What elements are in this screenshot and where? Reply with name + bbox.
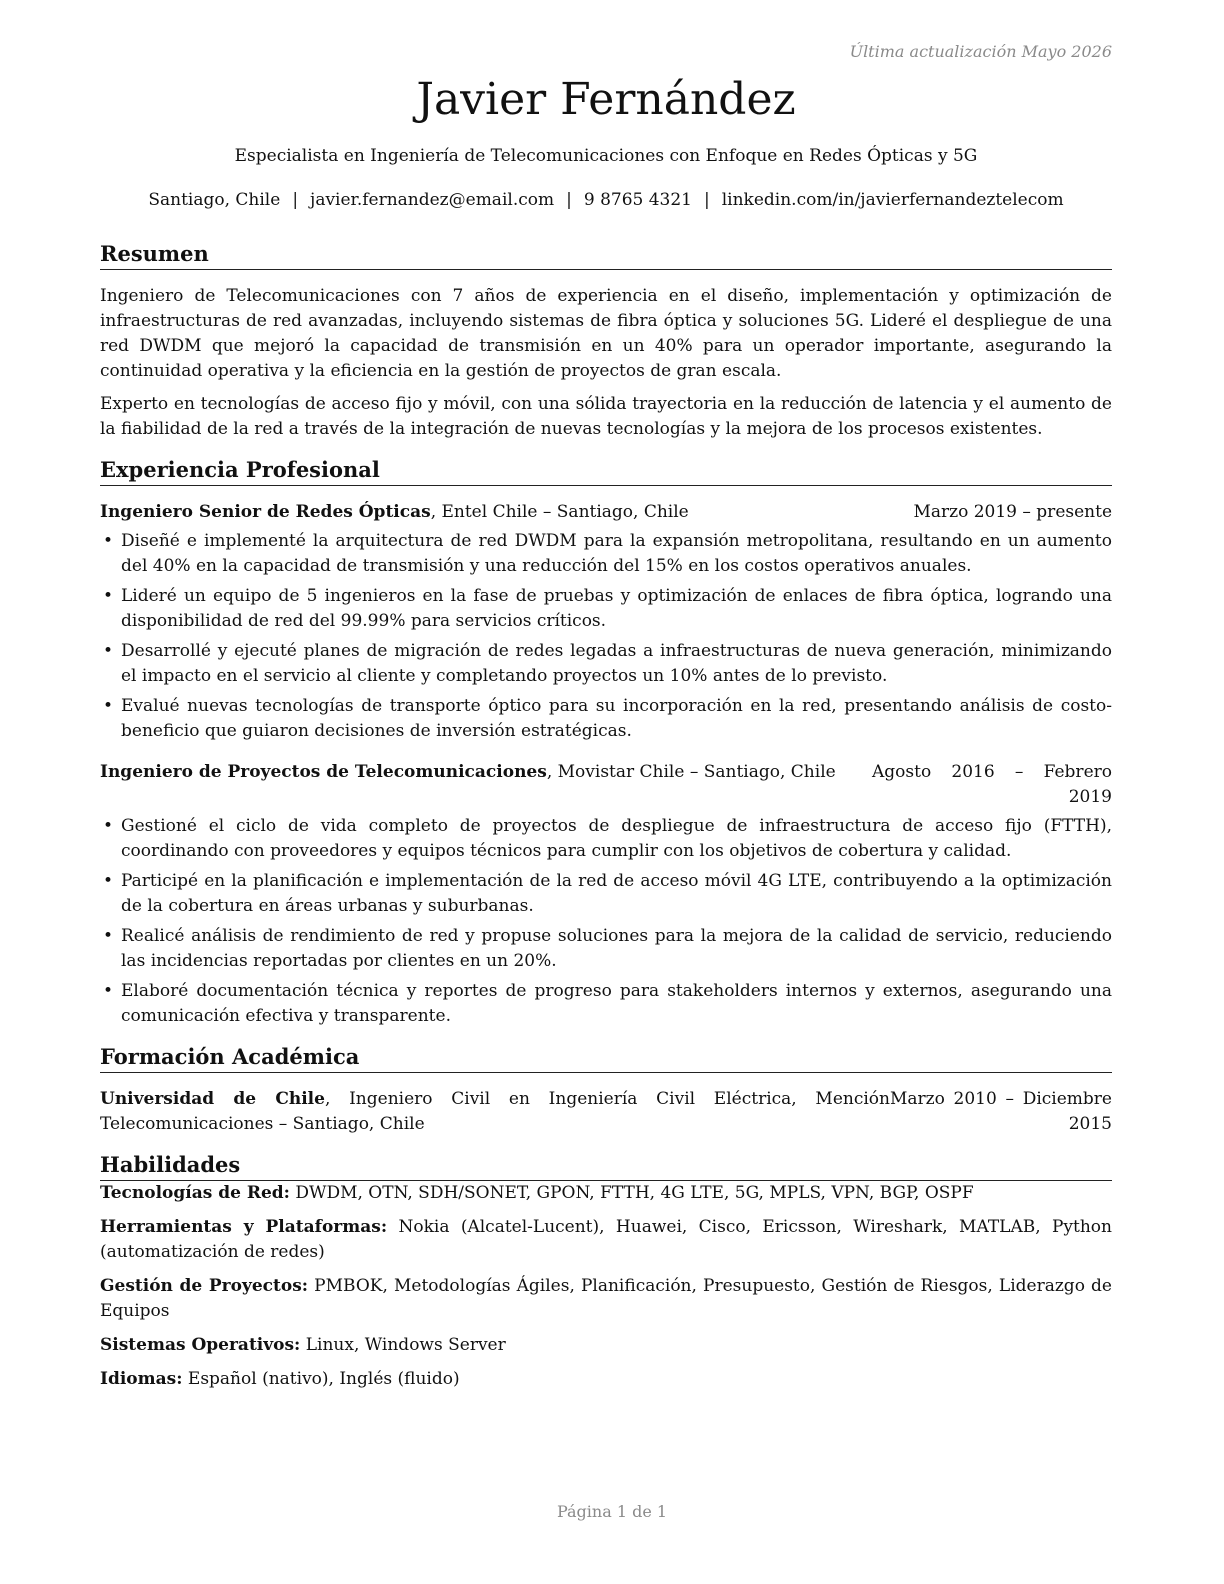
skill-label: Idiomas: [100, 1369, 183, 1389]
last-updated: Última actualización Mayo 2026 [849, 42, 1112, 61]
skill-label: Gestión de Proyectos: [100, 1276, 309, 1296]
job-dates: Marzo 2019 – presente [913, 502, 1112, 522]
experience-section [100, 456, 1112, 1029]
job-bullet: • Elaboré documentación técnica y reportes de progreso para stakeholders internos y externos, asegurando una comunicación efectiva y transparente. [100, 979, 1112, 1029]
skill-value: Español (nativo), Inglés (fluido) [182, 1369, 460, 1389]
education-dates: Marzo 2010 – Diciembre 2015 [890, 1089, 1112, 1134]
job-bullets [100, 529, 1112, 744]
education-entry [100, 1087, 1112, 1137]
job-bullet: • Lideré un equipo de 5 ingenieros en la fase de pruebas y optimización de enlaces de fibra óptica, logrando una disponibilidad de red del 99.99% para servicios críticos. [100, 584, 1112, 634]
skill-label: Herramientas y Plataformas: [100, 1217, 388, 1237]
contact-email[interactable]: javier.fernandez@email.com [310, 190, 555, 210]
summary-section [100, 240, 1112, 442]
skill-line [100, 1367, 1112, 1392]
contact-separator: | [704, 190, 710, 210]
contact-location: Santiago, Chile [148, 190, 281, 210]
contact-separator: | [292, 190, 299, 210]
skill-value: DWDM, OTN, SDH/SONET, GPON, FTTH, 4G LTE, 5G, MPLS, VPN, BGP, OSPF [289, 1183, 974, 1203]
contact-separator: | [566, 190, 572, 210]
job-bullet: • Realicé análisis de rendimiento de red y propuse soluciones para la mejora de la calidad de servicio, reduciendo las incidencias reportadas por clientes en un 20%. [100, 924, 1112, 974]
skills-section [100, 1151, 1112, 1392]
job-bullet: • Evalué nuevas tecnologías de transporte óptico para su incorporación en la red, presentando análisis de costo-beneficio que guiaron decisiones de inversión estratégicas. [100, 694, 1112, 744]
job-bullet: • Desarrollé y ejecuté planes de migración de redes legadas a infraestructuras de nueva generación, minimizando el impacto en el servicio al cliente y completando proyectos un 10% antes de lo previsto. [100, 639, 1112, 689]
contact-line [100, 188, 1112, 212]
skills-heading: Habilidades [100, 1151, 1112, 1181]
skill-value: PMBOK, Metodologías Ágiles, Planificación, Presupuesto, Gestión de Riesgos, Liderazgo de Equipos [100, 1276, 1112, 1321]
experience-heading: Experiencia Profesional [100, 456, 1112, 486]
summary-heading: Resumen [100, 240, 1112, 270]
education-degree: , Ingeniero Civil en Ingeniería Civil Eléctrica, Mención Telecomunicaciones – Santiago, Chile [100, 1089, 890, 1134]
job-entry [100, 760, 1112, 1029]
job-dates: Agosto 2016 – Febrero 2019 [872, 762, 1112, 807]
job-company: , Entel Chile – Santiago, Chile [430, 502, 689, 522]
contact-linkedin[interactable]: linkedin.com/in/javierfernandeztelecom [721, 190, 1064, 210]
skill-value: Nokia (Alcatel-Lucent), Huawei, Cisco, Ericsson, Wireshark, MATLAB, Python (automatización de redes) [100, 1217, 1112, 1262]
skill-line [100, 1215, 1112, 1265]
skill-line [100, 1181, 1112, 1206]
education-section [100, 1043, 1112, 1137]
summary-paragraph: Experto en tecnologías de acceso fijo y móvil, con una sólida trayectoria en la reducción de latencia y el aumento de la fiabilidad de la red a través de la integración de nuevas tecnologías y la mejora de los procesos existentes. [100, 394, 1112, 439]
job-bullet: • Diseñé e implementé la arquitectura de red DWDM para la expansión metropolitana, resultando en un aumento del 40% en la capacidad de transmisión y una reducción del 15% en los costos operativos anuales. [100, 529, 1112, 579]
skill-value: Linux, Windows Server [300, 1335, 506, 1355]
resume-page [100, 40, 1112, 1401]
summary-paragraph: Ingeniero de Telecomunicaciones con 7 años de experiencia en el diseño, implementación y optimización de infraestructuras de red avanzadas, incluyendo sistemas de fibra óptica y soluciones 5G. Lideré el despliegue de una red DWDM que mejoró la capacidad de transmisión en un 40% para un operador importante, asegurando la continuidad operativa y la eficiencia en la gestión de proyectos de gran escala. [100, 286, 1112, 381]
education-school: Universidad de Chile [100, 1089, 325, 1109]
skill-line [100, 1333, 1112, 1358]
job-header [100, 500, 1112, 525]
job-entry [100, 500, 1112, 744]
skill-label: Sistemas Operativos: [100, 1335, 301, 1355]
candidate-headline: Especialista en Ingeniería de Telecomunicaciones con Enfoque en Redes Ópticas y 5G [234, 146, 978, 166]
job-role: Ingeniero Senior de Redes Ópticas [100, 502, 431, 522]
education-heading: Formación Académica [100, 1043, 1112, 1073]
candidate-name: Javier Fernández [416, 74, 796, 125]
job-header [100, 760, 1112, 810]
job-bullets [100, 814, 1112, 1029]
job-role: Ingeniero de Proyectos de Telecomunicaciones [100, 762, 547, 782]
contact-phone: 9 8765 4321 [583, 190, 692, 210]
job-company: , Movistar Chile – Santiago, Chile [546, 762, 836, 782]
job-bullet: • Participé en la planificación e implementación de la red de acceso móvil 4G LTE, contribuyendo a la optimización de la cobertura en áreas urbanas y suburbanas. [100, 869, 1112, 919]
skill-label: Tecnologías de Red: [100, 1183, 290, 1203]
skill-line [100, 1274, 1112, 1324]
page-number: Página 1 de 1 [556, 1502, 668, 1521]
job-bullet: • Gestioné el ciclo de vida completo de proyectos de despliegue de infraestructura de acceso fijo (FTTH), coordinando con proveedores y equipos técnicos para cumplir con los objetivos de cobertura y calidad. [100, 814, 1112, 864]
